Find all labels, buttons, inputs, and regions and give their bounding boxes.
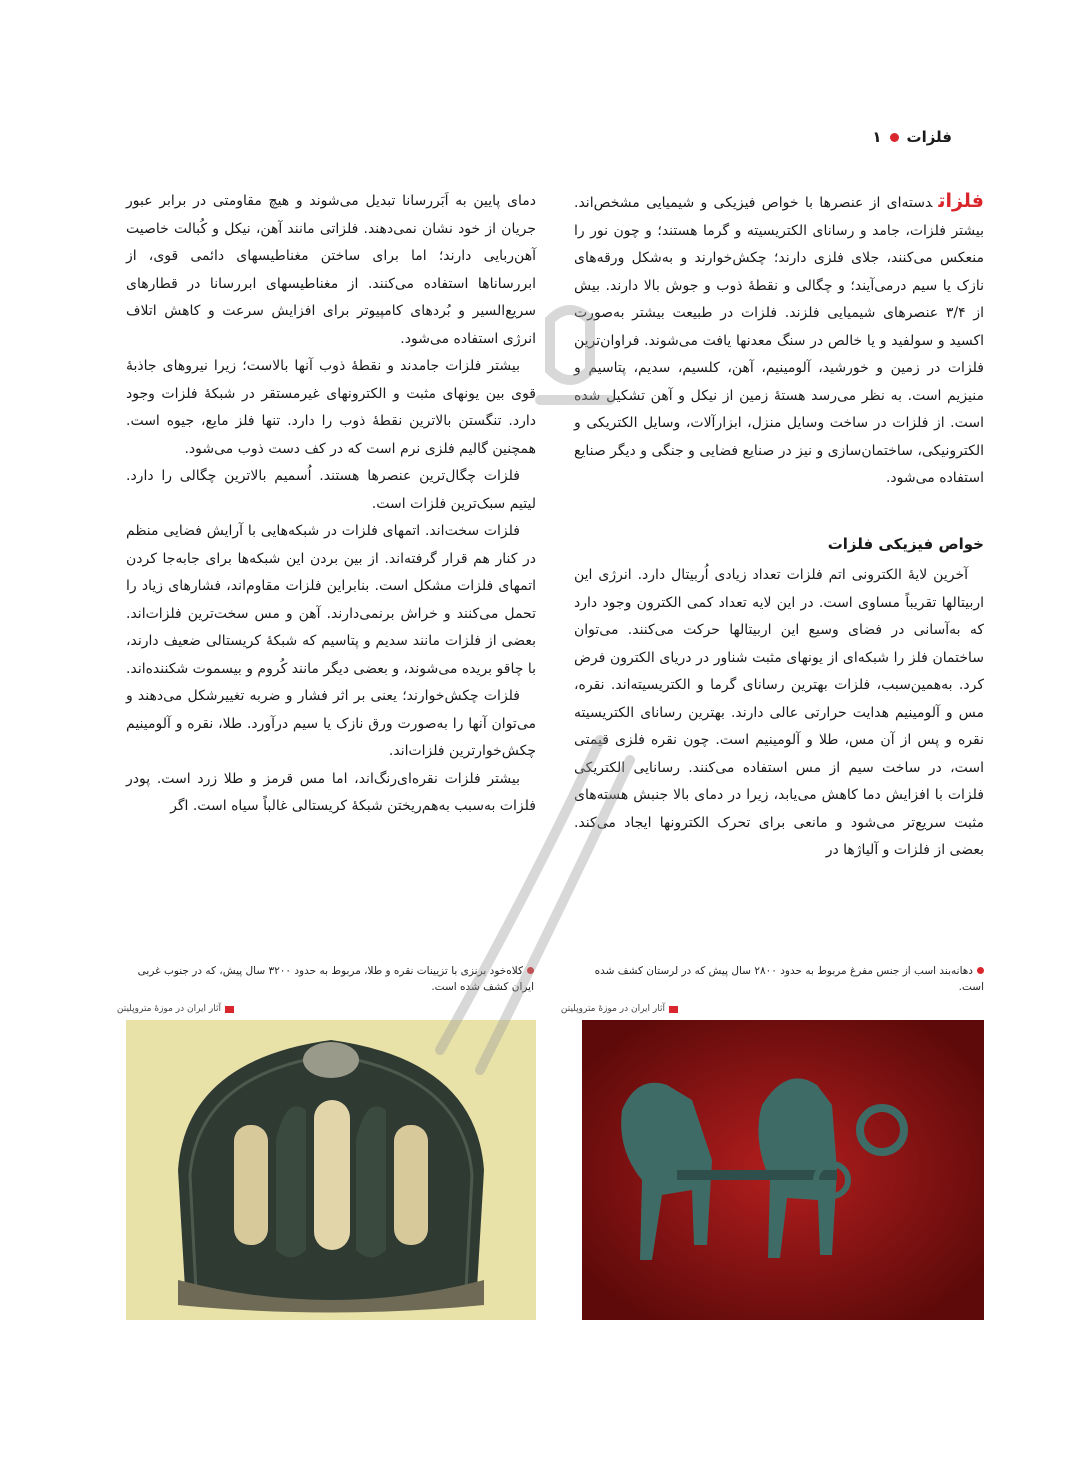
paragraph-1: دمای پایین به اَبَررسانا تبدیل می‌شوند و هیچ مقاومتی در برابر عبور جریان از خود نشان نمی‌دهند. فلزاتی مانند آهن، نیکل و کُبالت خاصیت آهن‌ربایی دارند؛ اما برای ساختن مغناطیسهای دائمی قوی، از ابررساناها استفاده می‌کنند. از مغناطیسهای ابررسانا در قطارهای سریع‌السیر و بُردهای کامپیوتر برای افزایش سرعت و کاهش اتلاف انرژی استفاده می‌شود. (126, 193, 536, 347)
credit-right-text: آثار ایران در موزهٔ متروپلیتن (560, 1004, 665, 1014)
caption-left (128, 963, 534, 995)
caption-right-text: دهانه‌بند اسب از جنس مفرغ مربوط به حدود ۲۸۰۰ سال پیش که در لرستان کشف شده است. (594, 965, 984, 993)
helmet-photo (126, 1020, 536, 1320)
paragraph-5: فلزات چکش‌خوارند؛ یعنی بر اثر فشار و ضربه تغییرشکل می‌دهند و می‌توان آنها را به‌صورت ورق نازک یا سیم درآورد. طلا، نقره و آلومینیم چکش‌خوارترین فلزات‌اند. (126, 688, 536, 759)
caption-right (576, 963, 984, 995)
intro-text: دسته‌ای از عنصرها با خواص فیزیکی و شیمیایی مشخص‌اند. بیشتر فلزات، جامد و رسانای الکتریسیته و گرما هستند؛ و چون نور را منعکس می‌کنند، جلای فلزی دارند؛ چکش‌خوارند و به‌شکل ورقه‌های نازک یا سیم درمی‌آیند؛ و چگالی و نقطهٔ ذوب و جوش بالا دارند. بیش از ۳/۴ عنصرهای شیمیایی فلزند. فلزات در طبیعت بیشتر به‌صورت اکسید و سولفید و یا خالص در سنگ معدنها یافت می‌شوند. فراوان‌ترین فلزات در زمین و خورشید، آلومینیم، آهن، کلسیم، سدیم، پتاسیم و منیزیم است. به نظر می‌رسد هستهٔ زمین از نیکل و آهن تشکیل شده است. از فلزات در ساخت وسایل منزل، ابزارآلات، وسایل الکتریکی و الکترونیکی، ساختمان‌سازی و نیز در صنایع فضایی و جنگی و دیگر صنایع استفاده می‌شود. (574, 195, 984, 486)
intro-word: فلزات (938, 190, 984, 212)
paragraph-6: بیشتر فلزات نقره‌ای‌رنگ‌اند، اما مس قرمز و طلا زرد است. پودر فلزات به‌سبب به‌هم‌ریختن شبکهٔ کریستالی غالباً سیاه است. اگر (126, 770, 536, 814)
page-number: ۱ (872, 128, 882, 146)
intro-paragraph (574, 188, 984, 493)
helmet-illustration (126, 1020, 536, 1320)
paragraph-2: بیشتر فلزات جامدند و نقطهٔ ذوب آنها بالاست؛ زیرا نیروهای جاذبهٔ قوی بین یونهای مثبت و الکترونهای غیرمستقر در شبکهٔ فلزات وجود دارد. تنگستن بالاترین نقطهٔ ذوب را دارد. تنها فلز مایع، جیوه است. همچنین گالیم فلزی نرم است که در کف دست ذوب می‌شود. (126, 358, 536, 457)
paragraph-3: فلزات چگال‌ترین عنصرها هستند. اُسمیم بالاترین چگالی را دارد. لیتیم سبک‌ترین فلزات است. (126, 468, 536, 512)
photo-credit-right (561, 1004, 678, 1014)
credit-mark-icon (669, 1006, 678, 1013)
page-header (872, 128, 952, 146)
caption-bullet-icon (527, 967, 534, 974)
credit-mark-icon (225, 1006, 234, 1013)
photo-credit-left (117, 1004, 234, 1014)
horse-bit-photo (582, 1020, 984, 1320)
section-heading: خواص فیزیکی فلزات (827, 534, 984, 553)
header-dot-icon (890, 133, 899, 142)
caption-bullet-icon (977, 967, 984, 974)
credit-left-text: آثار ایران در موزهٔ متروپلیتن (116, 1004, 221, 1014)
section-paragraph: آخرین لایهٔ الکترونی اتم فلزات تعداد زیادی اُربیتال دارد. انرژی این اربیتالها تقریباً مساوی است. در این لایه تعداد کمی الکترون وجود دارد که به‌آسانی در فضای وسیع این اربیتالها حرکت می‌کنند. می‌توان ساختمان فلز را شبکه‌ای از یونهای مثبت شناور در دریای الکترون فرض کرد. به‌همین‌سبب، فلزات بهترین رسانای گرما و الکتریسیته‌اند. نقره، مس و آلومینیم هدایت حرارتی عالی دارند. بهترین رسانای الکتریسیته نقره و پس از آن مس، طلا و آلومینیم است. چون نقره فلزی قیمتی است، در ساخت سیم از مس استفاده می‌کنند. رسانایی الکتریکی فلزات با افزایش دما کاهش می‌یابد، زیرا در دمای بالا جنبش هسته‌های مثبت سریع‌تر می‌شود و مانعی برای تحرک الکترونها ایجاد می‌کند. بعضی از فلزات و آلیاژها در (574, 567, 984, 858)
header-title: فلزات (906, 128, 952, 146)
paragraph-4: فلزات سخت‌اند. اتمهای فلزات در شبکه‌هایی با آرایش فضایی منظم در کنار هم قرار گرفته‌اند. از بین بردن این شبکه‌ها برای جابه‌جا کردن اتمهای فلزات مشکل است. بنابراین فلزات مقاوم‌اند، فشارهای زیاد را تحمل می‌کنند و خراش برنمی‌دارند. آهن و مس سخت‌ترین فلزات‌اند. بعضی از فلزات مانند سدیم و پتاسیم که شبکهٔ کریستالی ضعیف دارند، با چاقو بریده می‌شوند، و بعضی دیگر مانند کُروم و بیسموت شکننده‌اند. (126, 523, 536, 677)
caption-left-text: کلاه‌خود برنزی با تزیینات نقره و طلا، مربوط به حدود ۳۲۰۰ سال پیش، که در جنوب غربی ایران کشف شده است. (137, 965, 534, 993)
left-column (126, 188, 536, 821)
horse-bit-illustration (582, 1020, 984, 1320)
right-column (574, 188, 984, 865)
